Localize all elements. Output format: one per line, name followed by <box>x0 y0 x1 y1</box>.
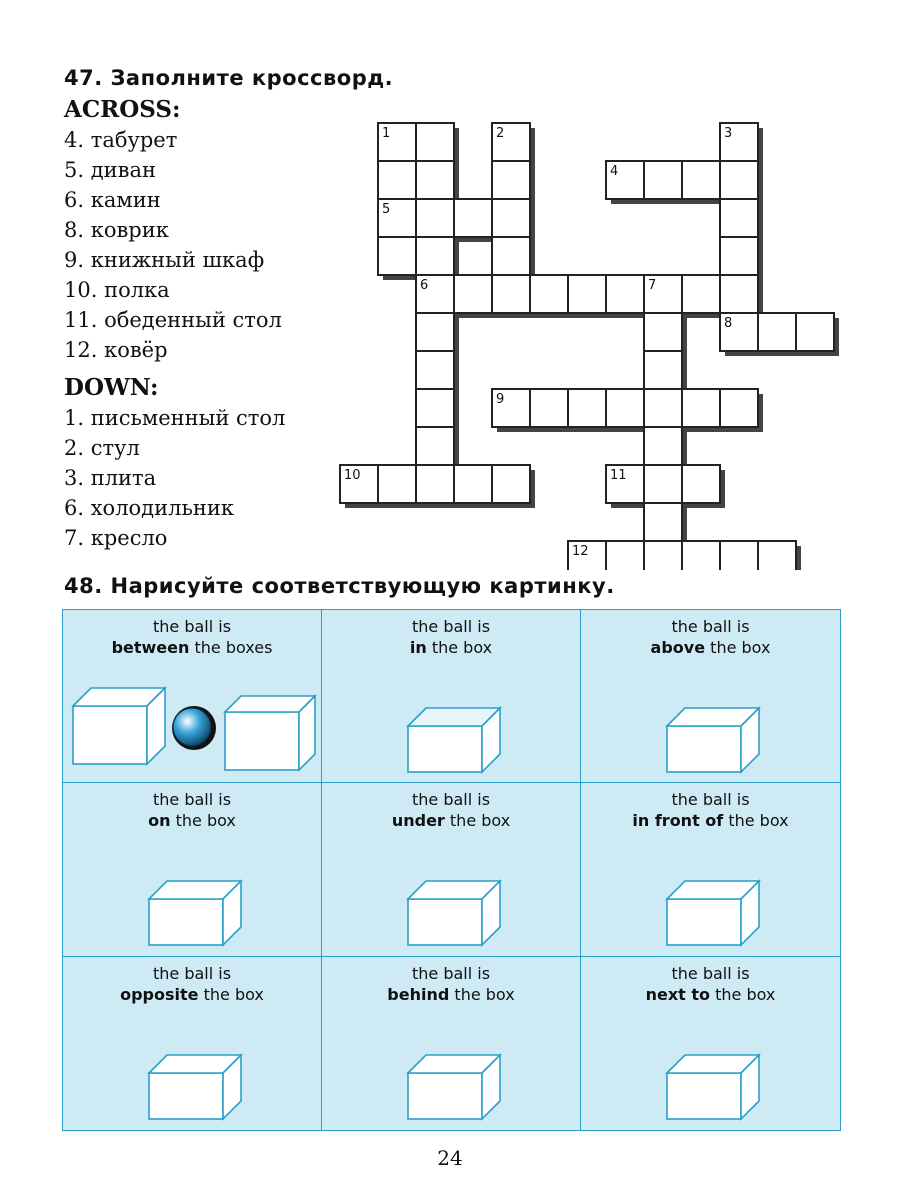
box-drawing <box>73 688 165 764</box>
preposition: behind <box>387 984 450 1004</box>
picture <box>581 957 840 1130</box>
crossword-cell <box>492 465 530 503</box>
crossword-cell <box>454 199 492 237</box>
crossword-cell <box>720 389 758 427</box>
clue-item: 3. плита <box>64 466 157 490</box>
crossword-number: 10 <box>344 468 361 483</box>
crossword-cell <box>644 541 682 570</box>
caption-suffix: the box <box>449 984 515 1004</box>
clue-item: 7. кресло <box>64 526 168 550</box>
caption-line: the ball is <box>671 790 750 810</box>
clue-item: 5. диван <box>64 158 156 182</box>
preposition: opposite <box>120 984 199 1004</box>
box-drawing <box>667 1055 759 1119</box>
picture-table <box>62 609 841 1131</box>
crossword-cell <box>758 541 796 570</box>
crossword-number: 11 <box>610 468 627 483</box>
caption-line: the ball is <box>671 617 750 636</box>
crossword-number: 4 <box>610 164 619 179</box>
crossword-cell <box>378 465 416 503</box>
picture <box>322 957 581 1130</box>
crossword-cell <box>720 161 758 199</box>
clue-item: 10. полка <box>64 278 170 302</box>
exercise-47-title: 47. Заполните кроссворд. <box>64 66 394 90</box>
crossword-cell <box>720 199 758 237</box>
crossword-cell <box>416 161 454 199</box>
crossword-number: 9 <box>496 392 505 407</box>
caption-line: the ball is <box>152 790 232 810</box>
box-drawing <box>667 708 759 772</box>
crossword-number: 2 <box>496 126 505 141</box>
box-drawing <box>149 881 241 945</box>
caption-line: the ball is <box>152 963 232 983</box>
crossword-cell <box>644 389 682 427</box>
picture-cell <box>63 957 322 1130</box>
crossword-number: 7 <box>648 278 657 293</box>
crossword-cell <box>644 351 682 389</box>
crossword-cell <box>644 161 682 199</box>
crossword-cell <box>682 389 720 427</box>
picture <box>581 783 840 956</box>
clue-item: 6. холодильник <box>64 496 234 520</box>
crossword-cell <box>416 389 454 427</box>
crossword-grid <box>0 0 900 570</box>
crossword-number: 12 <box>572 544 589 559</box>
crossword-cell <box>720 541 758 570</box>
box-drawing <box>408 881 500 945</box>
exercise-48-title: 48. Нарисуйте соответствующую картинку. <box>64 574 615 598</box>
caption-suffix: the box <box>444 811 511 831</box>
crossword-cell <box>416 237 454 275</box>
crossword-cell <box>416 313 454 351</box>
clue-item: 6. камин <box>64 188 161 212</box>
crossword-cell <box>454 275 492 313</box>
clue-item: 2. стул <box>64 436 140 460</box>
caption-line: the ball is <box>411 617 491 636</box>
crossword-cell <box>492 237 530 275</box>
picture <box>581 610 840 783</box>
preposition: on <box>148 811 171 831</box>
picture-cell <box>322 783 581 956</box>
crossword-cell <box>378 161 416 199</box>
preposition: above <box>650 638 706 657</box>
caption-suffix: the box <box>170 811 236 831</box>
clue-item: 9. книжный шкаф <box>64 248 265 272</box>
preposition: between <box>111 638 190 657</box>
caption-suffix: the box <box>710 984 776 1004</box>
crossword-number: 8 <box>724 316 733 331</box>
crossword-cell <box>720 275 758 313</box>
crossword-cell <box>530 275 568 313</box>
crossword-number: 3 <box>724 126 733 141</box>
ball-icon <box>173 708 211 746</box>
crossword-cell <box>644 427 682 465</box>
box-drawing <box>149 1055 241 1119</box>
picture-cell <box>63 610 322 783</box>
crossword-cell <box>758 313 796 351</box>
picture-cell <box>63 783 322 956</box>
crossword-cell <box>416 351 454 389</box>
crossword-cell <box>644 503 682 541</box>
down-heading: DOWN: <box>64 374 159 401</box>
crossword-cell <box>682 161 720 199</box>
crossword-cell <box>492 199 530 237</box>
caption-line: the ball is <box>411 963 491 983</box>
caption-suffix: the box <box>198 984 264 1004</box>
crossword-cell <box>644 313 682 351</box>
page-number: 24 <box>437 1146 463 1170</box>
box-drawing <box>408 1055 500 1119</box>
crossword-cell <box>720 237 758 275</box>
crossword-cell <box>416 465 454 503</box>
crossword-cell <box>682 541 720 570</box>
caption-suffix: the box <box>723 811 789 831</box>
preposition: next to <box>645 984 711 1004</box>
caption-suffix: the box <box>426 638 493 657</box>
picture <box>322 610 581 783</box>
crossword-cell <box>606 275 644 313</box>
crossword-cell <box>682 275 720 313</box>
crossword-cell <box>416 123 454 161</box>
crossword-cell <box>796 313 834 351</box>
caption-suffix: the boxes <box>189 638 273 657</box>
box-drawing <box>225 696 315 770</box>
picture <box>63 610 322 783</box>
clue-item: 8. коврик <box>64 218 169 242</box>
crossword-cell <box>378 237 416 275</box>
picture-cell <box>581 783 840 956</box>
picture-cell <box>581 610 840 783</box>
picture-cell <box>322 957 581 1130</box>
crossword-cell <box>492 275 530 313</box>
crossword-cell <box>416 427 454 465</box>
picture-cell <box>581 957 840 1130</box>
clue-item: 4. табурет <box>64 128 178 152</box>
crossword-cell <box>682 465 720 503</box>
crossword-cell <box>606 389 644 427</box>
caption-suffix: the box <box>705 638 771 657</box>
box-drawing <box>408 708 500 772</box>
clue-item: 1. письменный стол <box>64 406 286 430</box>
crossword-cell <box>606 541 644 570</box>
crossword-cell <box>568 389 606 427</box>
crossword-cell <box>416 199 454 237</box>
crossword-cell <box>492 161 530 199</box>
picture <box>63 957 322 1130</box>
preposition: in front of <box>632 811 724 831</box>
picture <box>63 783 322 956</box>
preposition: under <box>391 811 445 831</box>
clue-item: 11. обеденный стол <box>64 308 282 332</box>
crossword-cell <box>568 275 606 313</box>
crossword-cell <box>454 465 492 503</box>
picture <box>322 783 581 956</box>
caption-line: the ball is <box>411 790 491 810</box>
crossword-cell <box>644 465 682 503</box>
crossword-cell <box>530 389 568 427</box>
clue-item: 12. ковёр <box>64 338 168 362</box>
across-heading: ACROSS: <box>64 96 181 123</box>
caption-line: the ball is <box>671 963 750 983</box>
picture-cell <box>322 610 581 783</box>
crossword-number: 1 <box>382 126 391 141</box>
crossword-number: 5 <box>382 202 391 217</box>
box-drawing <box>667 881 759 945</box>
preposition: in <box>409 638 427 657</box>
caption-line: the ball is <box>152 617 232 636</box>
crossword-number: 6 <box>420 278 429 293</box>
